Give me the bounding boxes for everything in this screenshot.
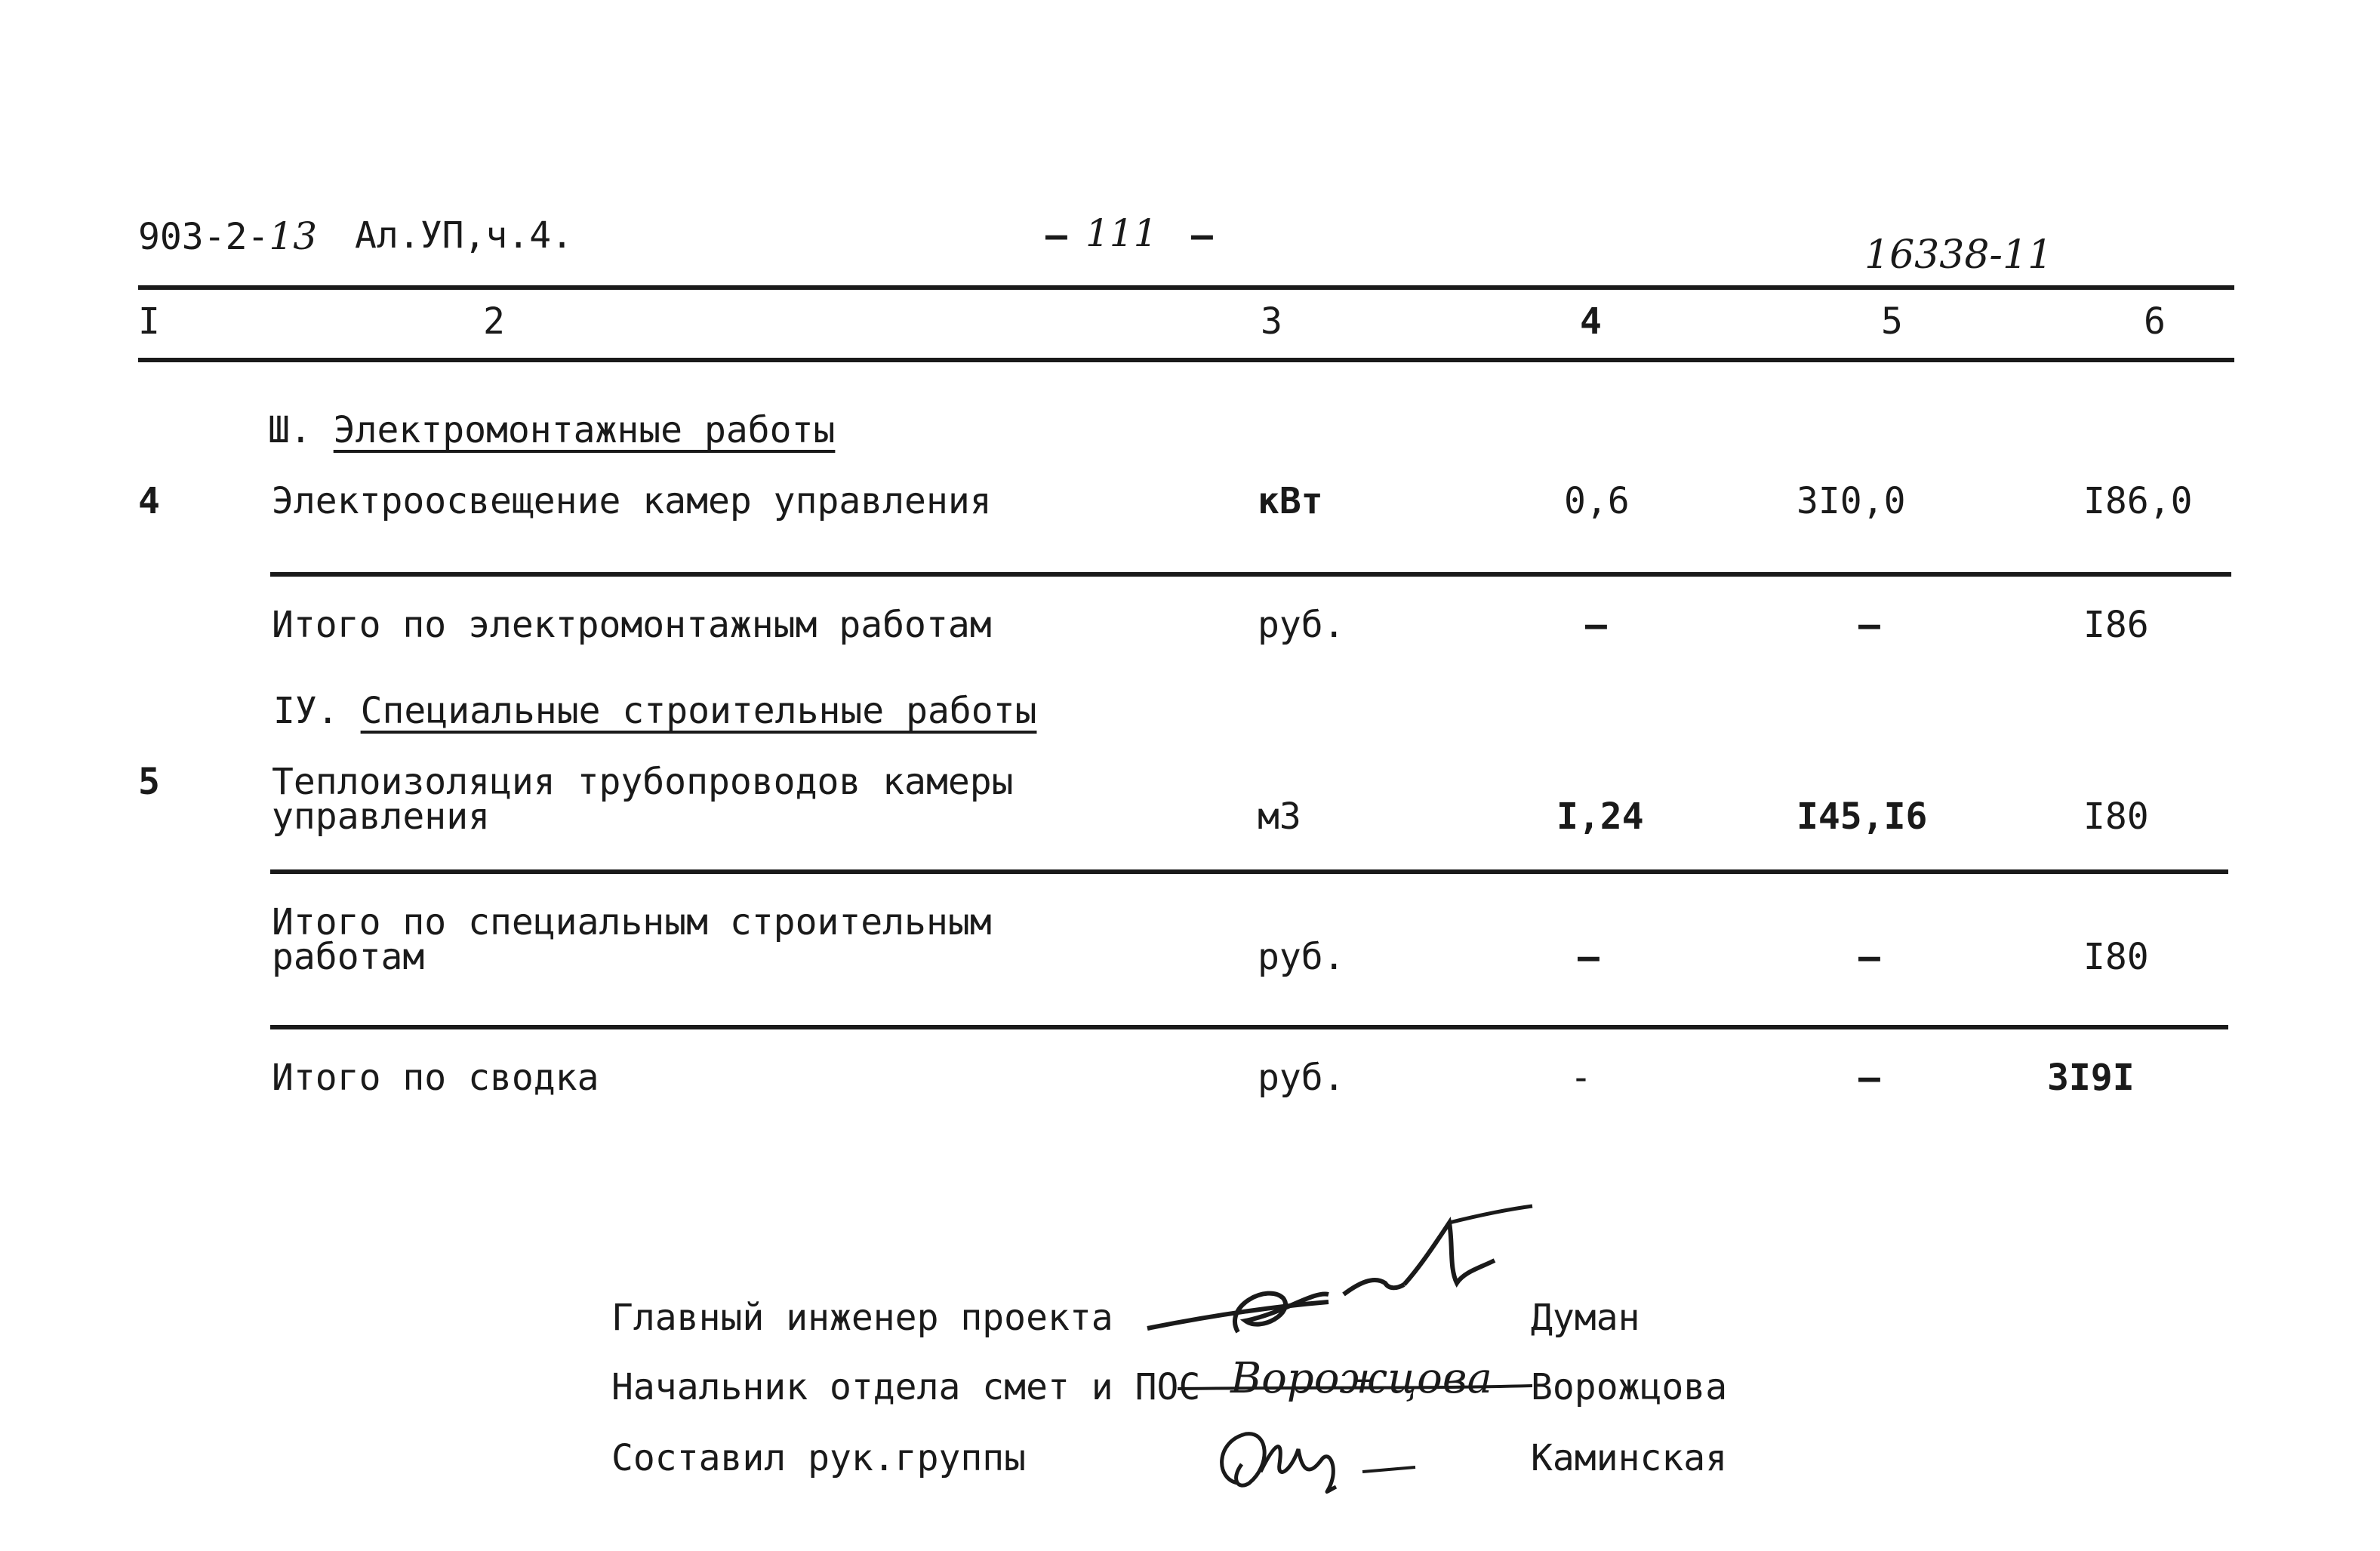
grand-total-total: 3I9I (2047, 1057, 2135, 1099)
row-5-total: I80 (2083, 796, 2149, 838)
grand-total-qty: - (1570, 1057, 1592, 1099)
row-5-unit: м3 (1258, 796, 1301, 838)
row-5-name-line-1: Теплоизоляция трубопроводов камеры (272, 761, 1014, 803)
handwritten-signature-compiler (1208, 1419, 1434, 1502)
table-header-rule (138, 358, 2234, 362)
row-rule (270, 1025, 2228, 1029)
column-header-1: I (138, 300, 160, 343)
column-header-2: 2 (483, 300, 505, 343)
document-code-handwritten: 13 (269, 214, 318, 258)
subtotal-3-unit: руб. (1258, 604, 1345, 646)
page-dash-right: – (1191, 214, 1213, 257)
handwritten-signature-text: Ворожцова (1230, 1354, 1492, 1403)
document-part: Ал.УП,ч.4. (355, 214, 573, 257)
subtotal-4-total: I80 (2083, 936, 2149, 978)
subtotal-4-unit: руб. (1258, 936, 1345, 978)
signature-name-chief-engineer: Думан (1531, 1297, 1640, 1339)
row-5-qty: I,24 (1556, 796, 1644, 838)
row-5-price: I45,I6 (1797, 796, 1928, 838)
row-4-unit: кВт (1258, 480, 1323, 522)
grand-total-unit: руб. (1258, 1057, 1345, 1099)
subtotal-3-name: Итого по электромонтажным работам (272, 604, 992, 646)
signature-role-department-head: Начальник отдела смет и ПОС (611, 1366, 1201, 1408)
column-header-6: 6 (2144, 300, 2166, 343)
document-code: 903-2-13 (138, 214, 318, 258)
handwritten-signature-department-head (1178, 1351, 1540, 1419)
row-rule (270, 869, 2228, 874)
subtotal-3-total: I86 (2083, 604, 2149, 646)
subtotal-4-name-line-2: работам (272, 936, 425, 978)
signature-role-chief-engineer: Главный инженер проекта (611, 1297, 1113, 1339)
column-header-3: 3 (1261, 300, 1282, 343)
subtotal-3-price: – (1858, 604, 1880, 646)
subtotal-3-qty: – (1585, 604, 1607, 646)
row-4-name: Электроосвещение камер управления (272, 480, 992, 522)
subtotal-4-price: – (1858, 936, 1880, 978)
table-top-rule (138, 285, 2234, 290)
row-5-number: 5 (138, 761, 160, 803)
signature-name-compiler: Каминская (1531, 1437, 1728, 1479)
column-header-4: 4 (1580, 300, 1602, 343)
section-4-title: IУ. Специальные строительные работы (273, 690, 1037, 732)
subtotal-4-qty: – (1578, 936, 1599, 978)
subtotal-4-name-line-1: Итого по специальным строительным (272, 901, 992, 943)
row-4-total: I86,0 (2083, 480, 2193, 522)
signature-name-department-head: Ворожцова (1531, 1366, 1728, 1408)
column-header-5: 5 (1881, 300, 1903, 343)
row-4-qty: 0,6 (1564, 480, 1630, 522)
signature-role-compiler: Составил рук.группы (611, 1437, 1027, 1479)
page-dash-left: – (1045, 214, 1067, 257)
row-4-number: 4 (138, 480, 160, 522)
section-3-title: Ш. Электромонтажные работы (268, 409, 836, 451)
handwritten-signature-chief-engineer (1132, 1200, 1540, 1351)
inventory-number: 16338-11 (1864, 232, 2053, 278)
grand-total-price: – (1858, 1057, 1880, 1099)
row-4-price: 3I0,0 (1797, 480, 1906, 522)
grand-total-name: Итого по сводка (272, 1057, 599, 1099)
page-number: 111 (1085, 211, 1158, 255)
row-5-name-line-2: управления (272, 796, 490, 838)
row-rule (270, 572, 2231, 577)
